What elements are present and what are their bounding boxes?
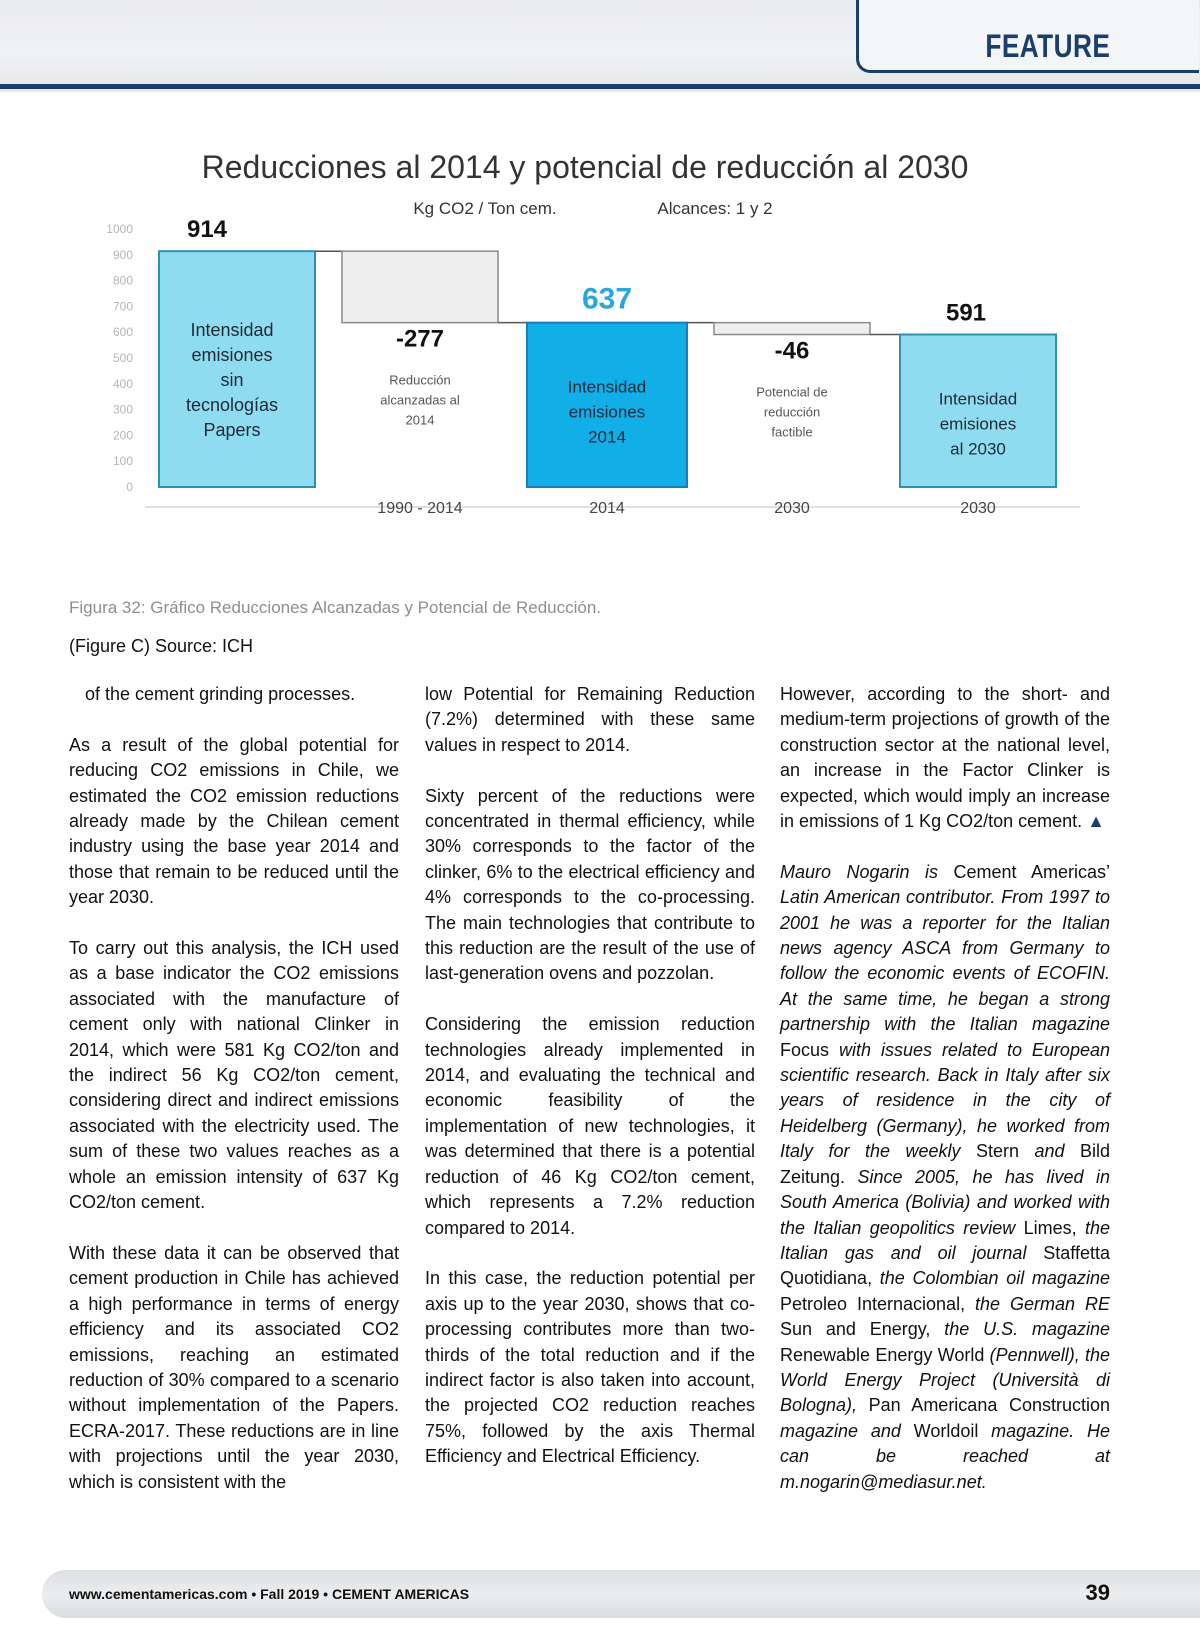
bar-annotation: 2014 <box>588 427 626 447</box>
paragraph: of the cement grinding processes. <box>85 684 356 704</box>
figure-source: (Figure C) Source: ICH <box>69 636 254 656</box>
y-tick-label: 900 <box>112 247 133 262</box>
y-tick-label: 500 <box>112 351 133 365</box>
bar-1 <box>159 251 315 487</box>
bio-segment: with issues related to European scientific research. Back in Italy after six years of residence in the city of Heidelberg (Germany), he worked from Italy for the weekly <box>780 1039 1110 1162</box>
bar-annotation: reducción <box>763 404 821 420</box>
bar-annotation: Potencial de <box>756 384 828 400</box>
y-tick-label: 400 <box>112 376 133 391</box>
author-bio <box>780 860 1110 1495</box>
bar-annotation: Intensidad <box>567 377 647 397</box>
footer-publication: www.cementamericas.com • Fall 2019 • CEMENT AMERICAS <box>69 1586 470 1602</box>
bio-segment: the German RE <box>975 1293 1110 1314</box>
bar-annotation: al 2030 <box>950 439 1006 459</box>
bar-annotation: Intensidad <box>938 389 1018 409</box>
waterfall-chart <box>0 140 1200 630</box>
bio-segment: Staffetta Quotidiana, <box>780 1242 1110 1289</box>
bio-segment: Focus <box>780 1039 839 1060</box>
bar-value-label: 591 <box>945 299 987 327</box>
bio-segment: the U.S. magazine <box>944 1319 1111 1340</box>
bio-segment: and <box>1034 1141 1065 1162</box>
paragraph: Sixty percent of the reductions were concentrated in thermal efficiency, while 30% corresponds to the factor of the clinker, 6% to the electrical efficiency and 4% corresponds to the co-processing. The main technologies that contribute to this reduction are the result of the use of last-generation ovens and pozzolan. <box>425 785 755 984</box>
bar-annotation: 2014 <box>405 412 435 428</box>
paragraph: With these data it can be observed that cement production in Chile has achieved a high performance in terms of energy efficiency and its associated CO2 emissions, reaching an estimated reduction of 30% compared to a scenario without implementation of the Papers. ECRA-2017. These reductions are in line with projections until the year 2030, which is consistent with the <box>69 1242 399 1492</box>
y-tick-label: 600 <box>112 325 133 340</box>
bar-5 <box>900 335 1056 487</box>
bio-segment: Bild Zeitung. <box>780 1141 1111 1187</box>
bar-4 <box>714 323 870 335</box>
x-category-label: 1990 - 2014 <box>377 500 463 517</box>
bar-value-label: 637 <box>581 282 633 316</box>
paragraph: As a result of the global potential for reducing CO2 emissions in Chile, we estimated the CO2 emission reductions already made by the Chilean cement industry using the base year 2014 and those that remain to be reduced until the year 2030. <box>69 734 399 908</box>
bar-annotation: tecnologías <box>185 395 279 416</box>
bar-annotation: emisiones <box>568 402 646 422</box>
paragraph: In this case, the reduction potential per axis up to the year 2030, shows that co-processing contributes more than two-thirds of the total reduction and if the indirect factor is also taken into account, the projected CO2 reduction reaches 75%, followed by the axis Thermal Efficiency and Electrical Efficiency. <box>425 1268 755 1467</box>
paragraph: low Potential for Remaining Reduction (7.2%) determined with these same values in respect to 2014. <box>425 684 755 755</box>
figure-caption: Figura 32: Gráfico Reducciones Alcanzadas y Potencial de Reducción. <box>69 598 602 617</box>
bio-segment: Mauro Nogarin is <box>780 861 938 882</box>
bio-segment: magazine. He can be reached at m.nogarin@mediasur.net. <box>780 1420 1110 1492</box>
bio-segment: Petroleo Internacional, <box>780 1293 976 1314</box>
paragraph-text: However, according to the short- and medium-term projections of growth of the construction sector at the national level, an increase in the Factor Clinker is expected, which would imply an increase in emissions of 1 Kg CO2/ton cement. <box>780 684 1110 832</box>
bio-segment: Latin American contributor. From 1997 to 2001 he was a reporter for the Italian news agency ASCA from Germany to follow the economic events of ECOFIN. At the same time, he began a strong partnership with the Italian magazine <box>780 887 1110 1035</box>
page-number: 39 <box>1085 1580 1110 1605</box>
bar-annotation: Intensidad <box>190 320 274 341</box>
bar-annotation: factible <box>771 424 813 440</box>
bar-value-label: 914 <box>186 216 228 244</box>
y-tick-label: 1000 <box>106 222 133 236</box>
x-category-label: 2014 <box>589 500 625 517</box>
x-category-label: 2030 <box>774 500 810 517</box>
article-column-3 <box>780 682 1110 1520</box>
bio-segment: (Pennwell), the World Energy Project (Università di Bologna), <box>780 1344 1111 1416</box>
paragraph <box>780 682 1110 834</box>
bio-segment: Renewable Energy World <box>780 1344 990 1365</box>
bio-segment: Pan Americana Construction <box>857 1395 1110 1416</box>
bio-segment: Cement Americas’ <box>938 861 1110 882</box>
bar-annotation: alcanzadas al <box>380 392 460 408</box>
chart-subtitle-scope: Alcances: 1 y 2 <box>657 199 773 218</box>
y-tick-label: 800 <box>112 273 133 288</box>
bar-annotation: emisiones <box>939 414 1017 434</box>
bio-segment: magazine and <box>780 1420 901 1441</box>
bar-annotation: emisiones <box>191 345 273 366</box>
x-category-label: 2030 <box>960 500 996 517</box>
y-tick-label: 0 <box>126 480 133 494</box>
bio-segment: Limes, <box>1015 1217 1085 1238</box>
end-of-article-icon: ▲ <box>1087 811 1105 832</box>
y-tick-label: 700 <box>112 299 133 314</box>
chart-subtitle-units: Kg CO2 / Ton cem. <box>413 199 557 218</box>
section-label: FEATURE <box>985 28 1110 64</box>
bio-segment: Sun and Energy, <box>780 1319 945 1340</box>
y-tick-label: 100 <box>112 454 133 469</box>
bio-segment: Stern <box>960 1141 1035 1162</box>
y-tick-label: 200 <box>112 428 133 443</box>
bio-segment: the Italian gas and oil journal <box>780 1217 1110 1263</box>
bio-segment: Worldoil <box>900 1420 992 1441</box>
bar-value-label: -46 <box>774 337 810 365</box>
bar-annotation: Reducción <box>389 372 451 388</box>
article-column-1 <box>69 682 399 1520</box>
bar-annotation: sin <box>220 370 244 391</box>
bio-segment: Since 2005, he has lived in South America (Bolivia) and worked with the Italian geopolitics review <box>780 1166 1110 1238</box>
paragraph: To carry out this analysis, the ICH used as a base indicator the CO2 emissions associated with the manufacture of cement only with national Clinker in 2014, which were 581 Kg CO2/ton and the indirect 56 Kg CO2/ton cement, considering direct and indirect emissions associated with the electricity used. The sum of these two values reaches as a whole an emission intensity of 637 Kg CO2/ton cement. <box>69 938 399 1213</box>
y-axis-ticks <box>106 222 133 494</box>
paragraph: Considering the emission reduction technologies already implemented in 2014, and evaluating the technical and economic feasibility of the implementation of new technologies, it was determined that there is a potential reduction of 46 Kg CO2/ton cement, which represents a 7.2% reduction compared to 2014. <box>425 1014 755 1238</box>
y-tick-label: 300 <box>112 402 133 417</box>
bars-layer <box>159 216 1056 517</box>
chart-title: Reducciones al 2014 y potencial de reducción al 2030 <box>201 149 969 185</box>
bar-value-label: -277 <box>395 325 445 353</box>
bio-segment: the Colombian oil magazine <box>879 1268 1110 1289</box>
bar-annotation: Papers <box>203 420 261 441</box>
header-rule <box>0 84 1200 89</box>
bar-2 <box>342 251 498 322</box>
article-column-2 <box>425 682 755 1495</box>
